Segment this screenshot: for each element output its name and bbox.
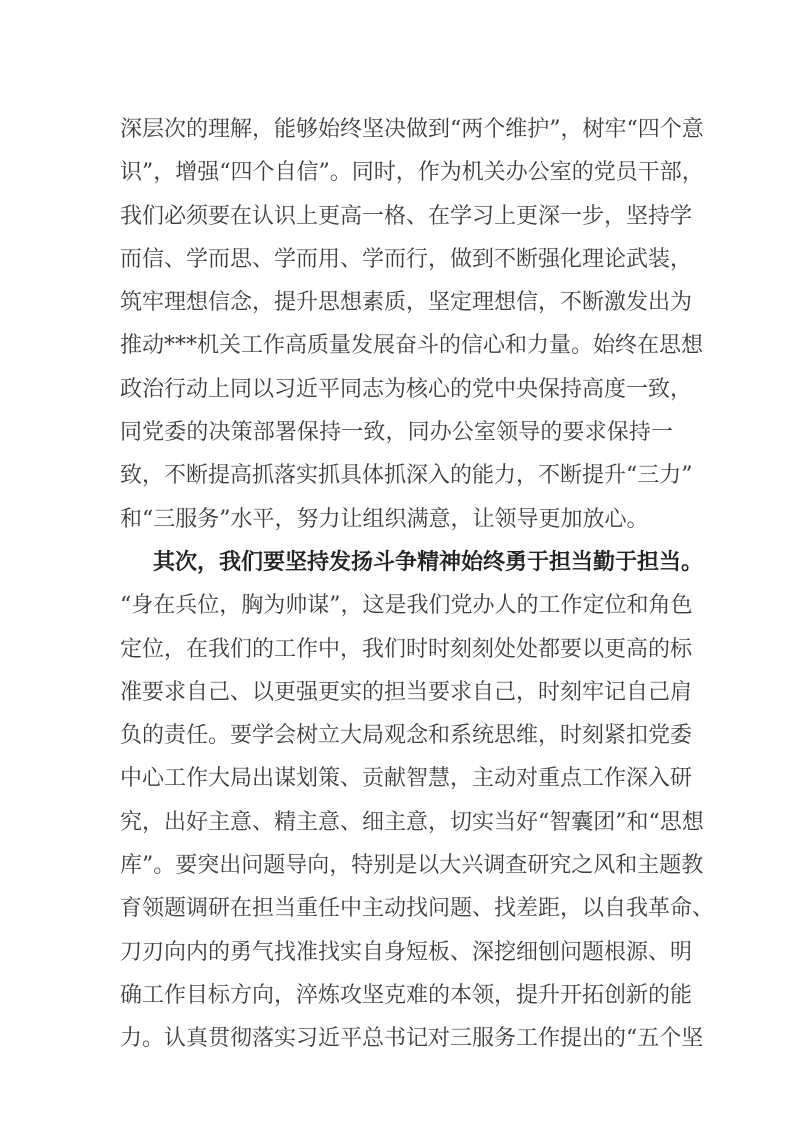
text-line: 致，不断提高抓落实抓具体抓深入的能力，不断提升“三力”	[120, 463, 693, 489]
text-line: 识”，增强“四个自信”。同时，作为机关办公室的党员干部，	[120, 160, 704, 186]
text-line: 筑牢理想信念，提升思想素质，坚定理想信，不断激发出为	[120, 290, 693, 316]
text-line: 确工作目标方向，淬炼攻坚克难的本领，提升开拓创新的能	[120, 982, 693, 1008]
text-line: 究，出好主意、精主意、细主意，切实当好“智囊团”和“思想	[120, 809, 704, 835]
paragraph-2	[120, 584, 715, 1060]
text-line: 负的责任。要学会树立大局观念和系统思维，时刻紧扣党委	[120, 723, 693, 749]
text-line: 政治行动上同以习近平同志为核心的党中央保持高度一致，	[120, 376, 693, 402]
text-line: 中心工作大局出谋划策、贡献智慧，主动对重点工作深入研	[120, 766, 693, 792]
text-line: 同党委的决策部署保持一致，同办公室领导的要求保持一	[120, 420, 673, 446]
text-line: 育领题调研在担当重任中主动找问题、找差距，以自我革命、	[120, 896, 715, 922]
text-line: 定位，在我们的工作中，我们时时刻刻处处都要以更高的标	[120, 636, 693, 662]
text-line: 而信、学而思、学而用、学而行，做到不断强化理论武装，	[120, 246, 693, 272]
text-line: 库”。要突出问题导向，特别是以大兴调查研究之风和主题教	[120, 853, 704, 879]
text-line: 力。认真贯彻落实习近平总书记对三服务工作提出的“五个坚	[120, 1026, 704, 1052]
section-heading: 其次，我们要坚持发扬斗争精神始终勇于担当勤于担当。	[153, 548, 704, 575]
text-line: 我们必须要在认识上更高一格、在学习上更深一步，坚持学	[120, 203, 693, 229]
document-page	[120, 108, 715, 1061]
text-line: “身在兵位，胸为帅谋”，这是我们党办人的工作定位和角色	[120, 593, 693, 619]
text-line: 和“三服务”水平，努力让组织满意，让领导更加放心。	[120, 506, 649, 532]
text-line: 推动***机关工作高质量发展奋斗的信心和力量。始终在思想	[120, 333, 704, 359]
text-line: 准要求自己、以更强更实的担当要求自己，时刻牢记自己肩	[120, 679, 693, 705]
text-line: 刀刃向内的勇气找准找实自身短板、深挖细刨问题根源、明	[120, 939, 693, 965]
text-line: 深层次的理解，能够始终坚决做到“两个维护”，树牢“四个意	[120, 117, 704, 142]
paragraph-1	[120, 108, 704, 541]
